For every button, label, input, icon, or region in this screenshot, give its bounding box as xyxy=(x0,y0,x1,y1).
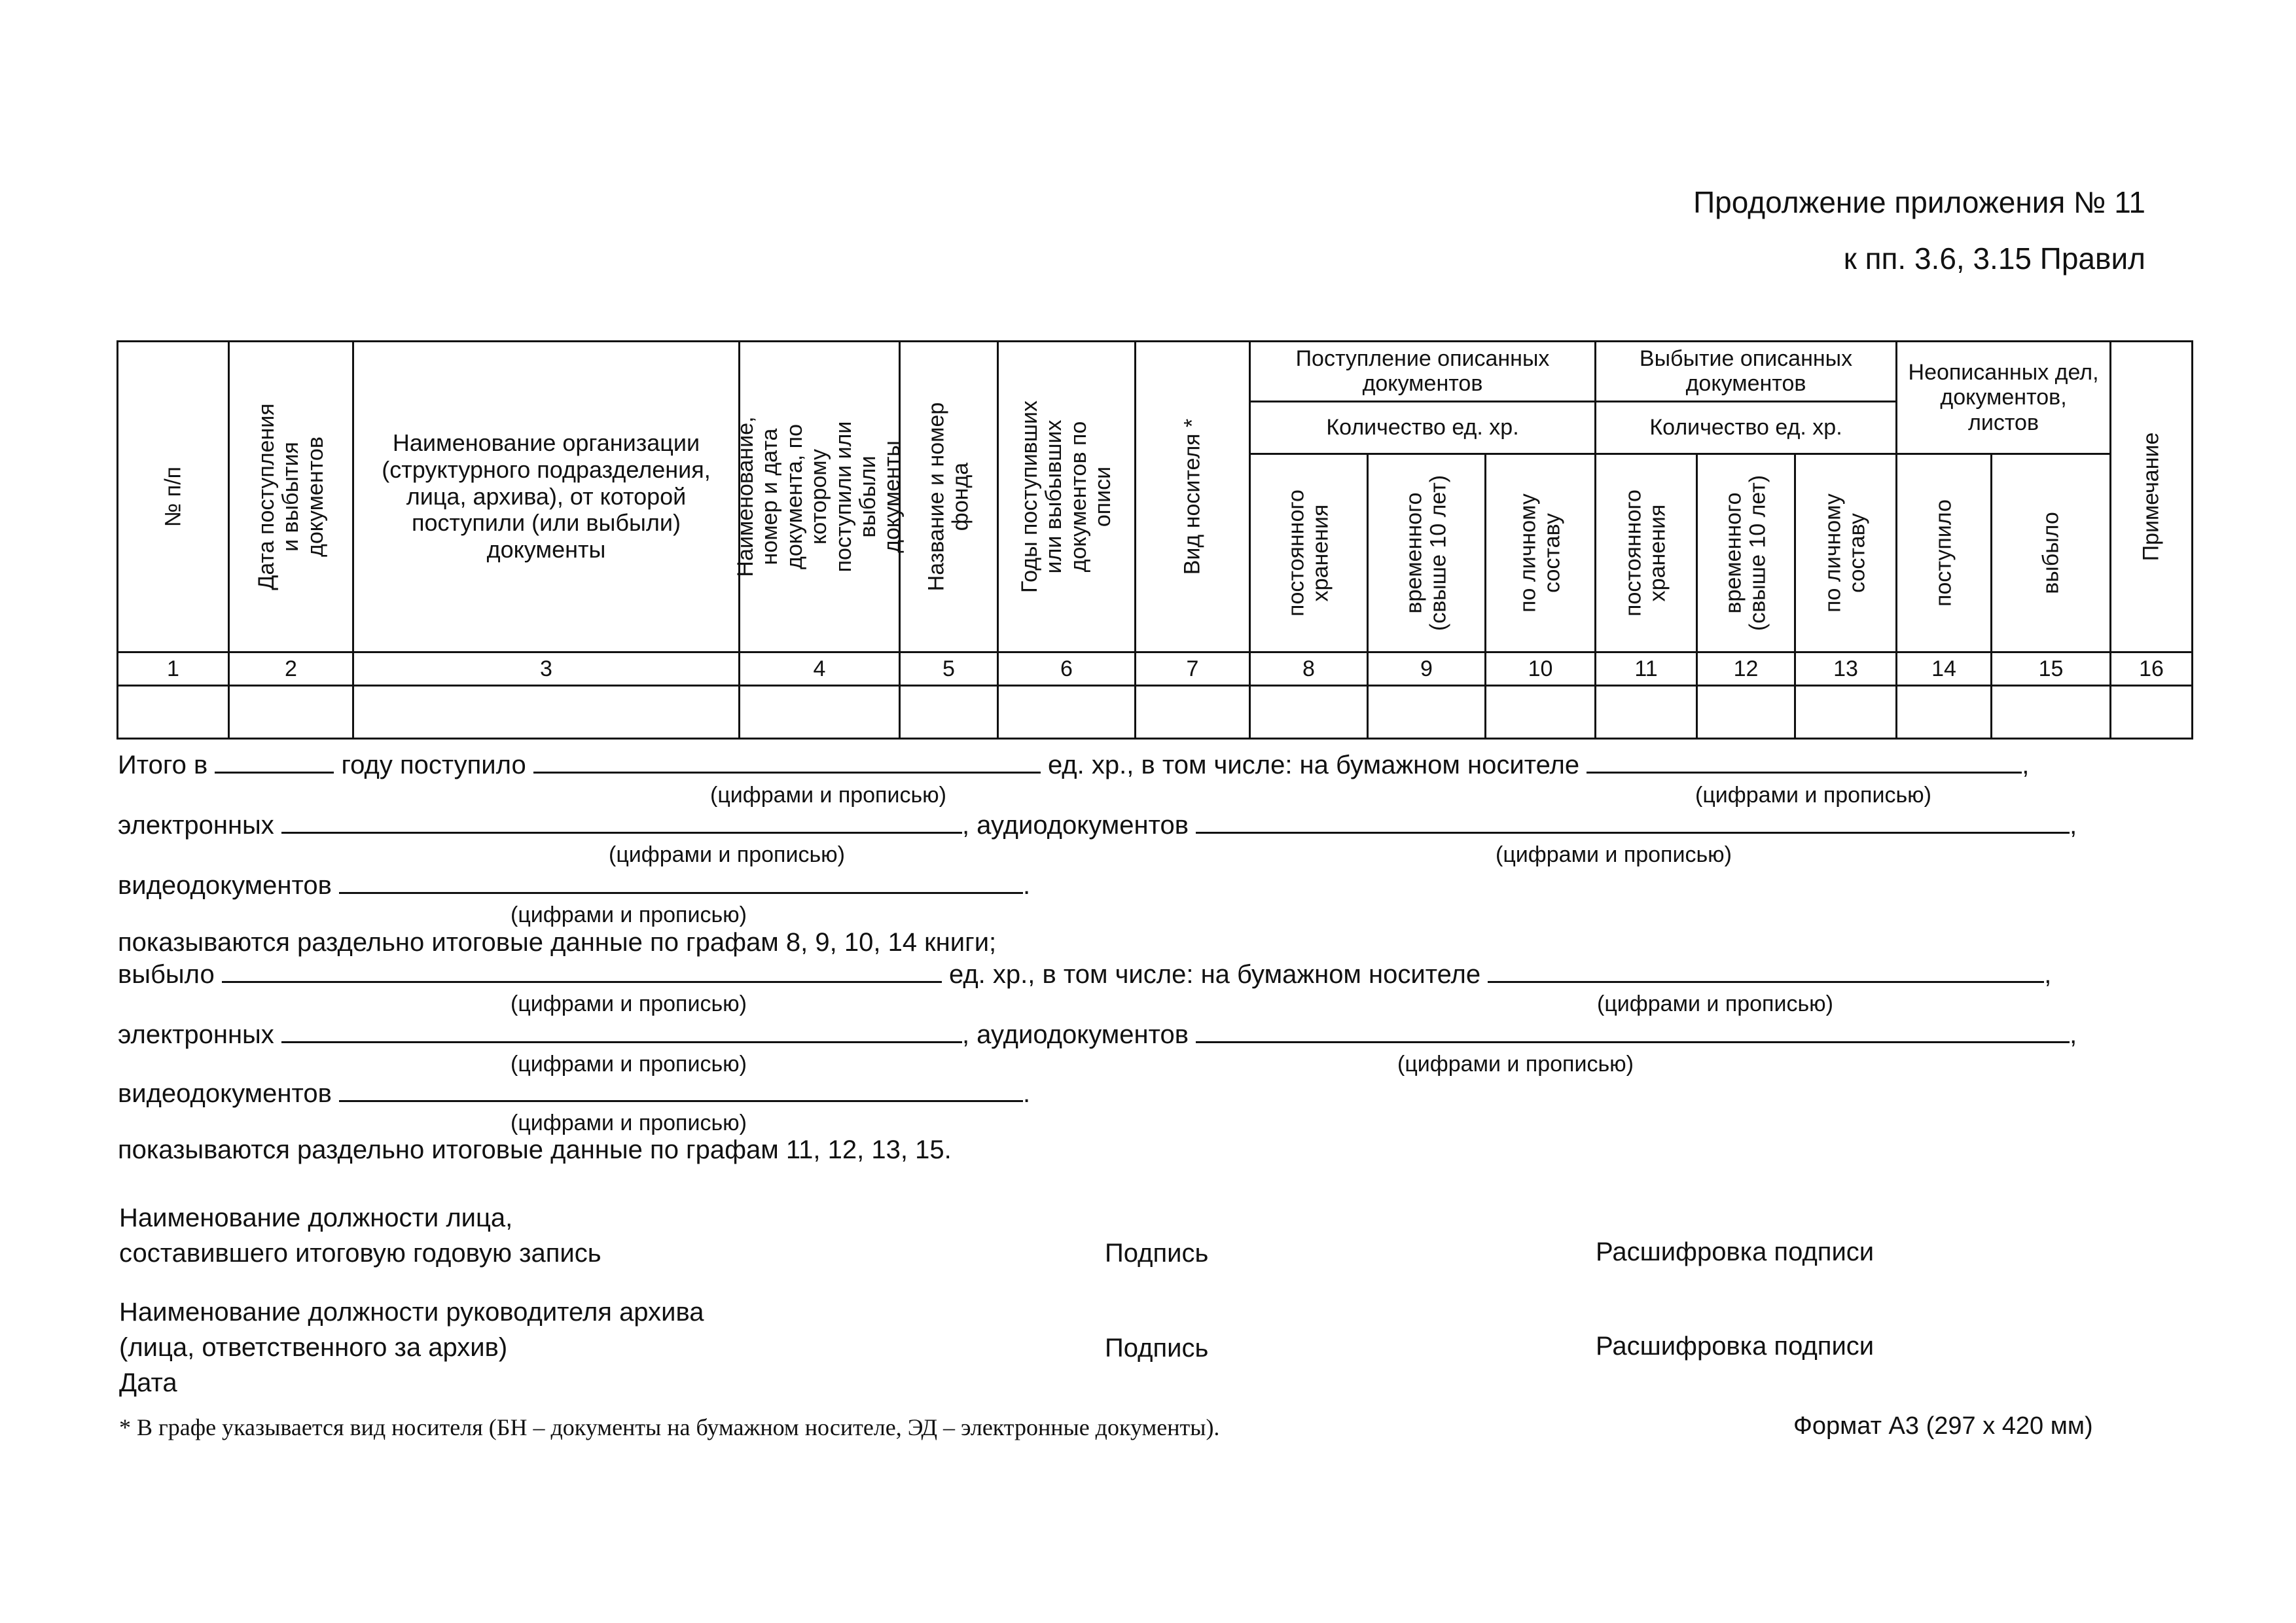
col-header-income-temp: временного (свыше 10 лет) xyxy=(1368,454,1486,652)
totals-shown-2: показываются раздельно итоговые данные по графам 11, 12, 13, 15. xyxy=(118,1135,952,1164)
table-cell[interactable] xyxy=(1368,685,1486,738)
electronic-received-blank[interactable] xyxy=(281,808,962,834)
col-header-outgo-perm: постоянного хранения xyxy=(1596,454,1697,652)
col-number: 16 xyxy=(2111,652,2193,685)
col-header-income-personnel: по личному составу xyxy=(1486,454,1596,652)
col-number: 13 xyxy=(1795,652,1897,685)
caption: (цифрами и прописью) xyxy=(511,991,747,1016)
col-header-organization: Наименование организации (структурного подразделения, лица, архива), от которой поступили (или выбыли) документы xyxy=(353,342,740,652)
caption: (цифрами и прописью) xyxy=(511,902,747,927)
table-cell[interactable] xyxy=(1795,685,1897,738)
col-number: 5 xyxy=(900,652,998,685)
footnote: * В графе указывается вид носителя (БН – документы на бумажном носителе, ЭД – электронные документы). xyxy=(119,1414,1220,1440)
col-number: 7 xyxy=(1136,652,1250,685)
col-header-income-group: Поступление описанных документов xyxy=(1250,342,1596,402)
col-number: 2 xyxy=(229,652,353,685)
col-number: 12 xyxy=(1697,652,1795,685)
dropped-total-blank[interactable] xyxy=(222,957,942,983)
caption: (цифрами и прописью) xyxy=(1496,842,1732,867)
col-header-document: Наименование, номер и дата документа, по которому поступили или выбыли документы xyxy=(740,342,900,652)
caption: (цифрами и прописью) xyxy=(1597,991,1834,1016)
col-header-income-qty: Количество ед. хр. xyxy=(1250,401,1596,454)
totals-line-4: выбыло ед. хр., в том числе: на бумажном носителе , xyxy=(118,957,2051,990)
signature-label-1: Подпись xyxy=(1105,1239,1209,1268)
col-header-outgo-personnel: по личному составу xyxy=(1795,454,1897,652)
table-cell[interactable] xyxy=(2111,685,2193,738)
col-header-unlisted-in: поступило xyxy=(1897,454,1992,652)
col-number: 1 xyxy=(118,652,229,685)
signatory-2-position: Наименование должности руководителя архива (лица, ответственного за архив) Дата xyxy=(119,1294,704,1400)
column-number-row xyxy=(118,652,2193,685)
col-number: 14 xyxy=(1897,652,1992,685)
caption: (цифрами и прописью) xyxy=(1397,1052,1634,1077)
table-cell[interactable] xyxy=(740,685,900,738)
col-number: 4 xyxy=(740,652,900,685)
table-cell[interactable] xyxy=(1596,685,1697,738)
table-cell[interactable] xyxy=(1897,685,1992,738)
video-dropped-blank[interactable] xyxy=(339,1077,1023,1102)
table-cell[interactable] xyxy=(1697,685,1795,738)
totals-line-6: видеодокументов . xyxy=(118,1077,1030,1109)
col-header-num: № п/п xyxy=(118,342,229,652)
table-cell[interactable] xyxy=(1250,685,1368,738)
col-header-years: Годы поступивших или выбывших документов по описи xyxy=(998,342,1136,652)
caption: (цифрами и прописью) xyxy=(609,842,846,867)
col-number: 10 xyxy=(1486,652,1596,685)
electronic-dropped-blank[interactable] xyxy=(281,1018,962,1043)
caption: (цифрами и прописью) xyxy=(511,1052,747,1077)
col-number: 8 xyxy=(1250,652,1368,685)
totals-shown-1: показываются раздельно итоговые данные по графам 8, 9, 10, 14 книги; xyxy=(118,928,997,957)
signature-label-2: Подпись xyxy=(1105,1334,1209,1363)
received-total-blank[interactable] xyxy=(533,748,1041,774)
col-header-outgo-group: Выбытие описанных документов xyxy=(1596,342,1897,402)
table-cell[interactable] xyxy=(229,685,353,738)
col-header-outgo-temp: временного (свыше 10 лет) xyxy=(1697,454,1795,652)
table-cell[interactable] xyxy=(998,685,1136,738)
caption: (цифрами и прописью) xyxy=(1695,783,1932,808)
col-header-outgo-qty: Количество ед. хр. xyxy=(1596,401,1897,454)
table-cell[interactable] xyxy=(1486,685,1596,738)
table-cell[interactable] xyxy=(353,685,740,738)
totals-line-1: Итого в году поступило ед. хр., в том числе: на бумажном носителе , xyxy=(118,748,2029,780)
col-number: 9 xyxy=(1368,652,1486,685)
col-header-unlisted: Неописанных дел, документов, листов xyxy=(1897,342,2111,454)
signature-decode-label-2: Расшифровка подписи xyxy=(1596,1332,1874,1361)
appendix-reference: к пп. 3.6, 3.15 Правил xyxy=(1843,241,2145,276)
col-number: 11 xyxy=(1596,652,1697,685)
totals-line-2: электронных , аудиодокументов , xyxy=(118,808,2077,840)
table-cell[interactable] xyxy=(118,685,229,738)
caption: (цифрами и прописью) xyxy=(710,783,947,808)
col-header-fund: Название и номер фонда xyxy=(900,342,998,652)
caption: (цифрами и прописью) xyxy=(511,1111,747,1135)
signatory-1-position: Наименование должности лица, составившего итоговую годовую запись xyxy=(119,1204,601,1268)
year-blank[interactable] xyxy=(215,748,334,774)
audio-dropped-blank[interactable] xyxy=(1196,1018,2070,1043)
col-number: 6 xyxy=(998,652,1136,685)
col-header-income-perm: постоянного хранения xyxy=(1250,454,1368,652)
table-cell[interactable] xyxy=(1136,685,1250,738)
col-header-unlisted-out: выбыло xyxy=(1992,454,2111,652)
date-label: Дата xyxy=(119,1368,177,1397)
totals-line-5: электронных , аудиодокументов , xyxy=(118,1018,2077,1050)
appendix-title: Продолжение приложения № 11 xyxy=(1693,185,2145,219)
col-header-date: Дата поступления и выбытия документов xyxy=(229,342,353,652)
col-number: 15 xyxy=(1992,652,2111,685)
totals-line-3: видеодокументов . xyxy=(118,868,1030,901)
col-header-note: Примечание xyxy=(2111,342,2193,652)
table-cell[interactable] xyxy=(900,685,998,738)
format-note: Формат А3 (297 x 420 мм) xyxy=(1793,1412,2093,1440)
signature-decode-label-1: Расшифровка подписи xyxy=(1596,1238,1874,1266)
col-header-carrier: Вид носителя * xyxy=(1136,342,1250,652)
register-table xyxy=(117,340,2193,740)
paper-dropped-blank[interactable] xyxy=(1488,957,2044,983)
table-cell[interactable] xyxy=(1992,685,2111,738)
paper-received-blank[interactable] xyxy=(1587,748,2022,774)
table-row xyxy=(118,685,2193,738)
video-received-blank[interactable] xyxy=(339,868,1023,894)
col-number: 3 xyxy=(353,652,740,685)
audio-received-blank[interactable] xyxy=(1196,808,2070,834)
